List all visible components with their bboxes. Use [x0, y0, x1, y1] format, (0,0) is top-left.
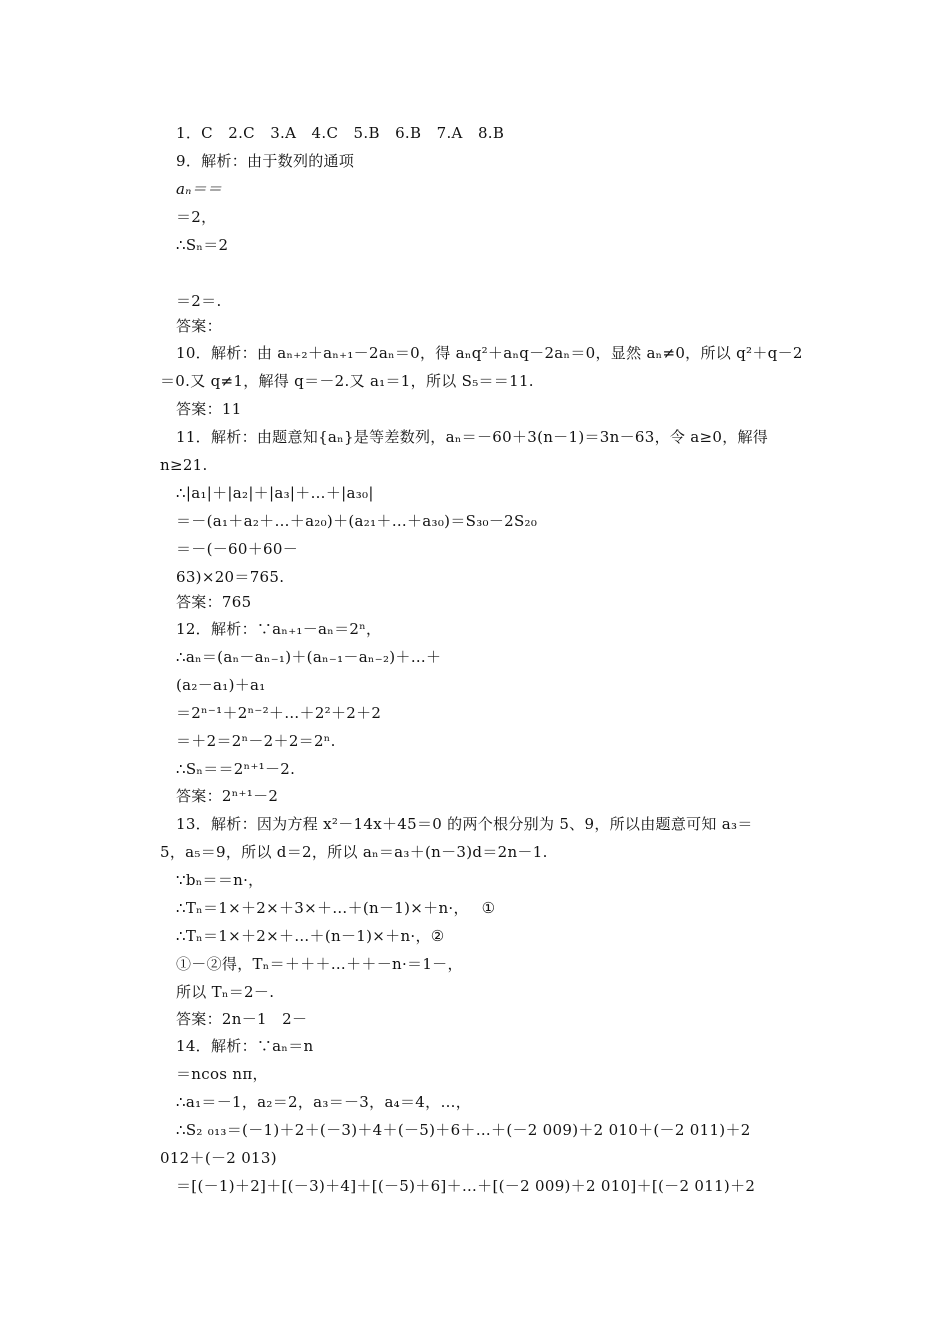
answer-key-line: 1．C 2.C 3.A 4.C 5.B 6.B 7.A 8.B [176, 124, 505, 142]
q11-line: ∴|a₁|＋|a₂|＋|a₃|＋…＋|a₃₀| [176, 484, 374, 502]
q11-answer: 答案：765 [176, 593, 252, 611]
q13-line: ∵bₙ＝＝n·， [176, 871, 264, 889]
q14-line: ＝ncos nπ， [176, 1065, 268, 1083]
q12-line: ＝＋2＝2ⁿ－2＋2＝2ⁿ. [176, 732, 336, 750]
q13-answer: 答案：2n－1 2－ [176, 1010, 308, 1028]
q14-line: ∴S₂ ₀₁₃＝(－1)＋2＋(－3)＋4＋(－5)＋6＋…＋(－2 009)＋2 010＋(－2 011)＋2 [176, 1121, 751, 1139]
q14-line: ＝[(－1)＋2]＋[(－3)＋4]＋[(－5)＋6]＋…＋[(－2 009)＋2 010]＋[(－2 011)＋2 [176, 1177, 756, 1195]
q9-line: ＝2＝. [176, 292, 222, 310]
q13-equation-1: ∴Tₙ＝1×＋2×＋3×＋…＋(n－1)×＋n·， ① [176, 899, 496, 917]
q14-line: 012＋(－2 013) [160, 1149, 277, 1167]
q9-line: aₙ＝＝ [176, 180, 223, 198]
q12-line: ∴aₙ＝(aₙ－aₙ₋₁)＋(aₙ₋₁－aₙ₋₂)＋…＋ [176, 648, 442, 666]
q9-answer: 答案： [176, 317, 222, 335]
q11-heading: 11．解析：由题意知{aₙ}是等差数列，aₙ＝－60＋3(n－1)＝3n－63，令 a≥0，解得 [176, 428, 769, 446]
q13-heading: 13．解析：因为方程 x²－14x＋45＝0 的两个根分别为 5、9，所以由题意可知 a₃＝ [176, 815, 753, 833]
q12-heading: 12．解析：∵aₙ₊₁－aₙ＝2ⁿ， [176, 620, 382, 638]
q10-line: ＝0.又 q≠1，解得 q＝－2.又 a₁＝1，所以 S₅＝＝11. [160, 372, 534, 390]
q14-line: ∴a₁＝－1，a₂＝2，a₃＝－3，a₄＝4，…， [176, 1093, 472, 1111]
q11-line: n≥21. [160, 456, 208, 474]
q11-line: ＝－(－60＋60－ [176, 540, 299, 558]
q9-line: ＝2， [176, 208, 217, 226]
q12-answer: 答案：2ⁿ⁺¹－2 [176, 787, 279, 805]
q11-line: 63)×20＝765. [176, 568, 285, 586]
q12-line: (a₂－a₁)＋a₁ [176, 676, 266, 694]
q9-line: ∴Sₙ＝2 [176, 236, 229, 254]
q12-line: ∴Sₙ＝＝2ⁿ⁺¹－2. [176, 760, 296, 778]
q13-equation-2: ∴Tₙ＝1×＋2×＋…＋(n－1)×＋n·，② [176, 927, 445, 945]
q14-heading: 14．解析：∵aₙ＝n [176, 1037, 314, 1055]
q10-answer: 答案：11 [176, 400, 242, 418]
q11-line: ＝－(a₁＋a₂＋…＋a₂₀)＋(a₂₁＋…＋a₃₀)＝S₃₀－2S₂₀ [176, 512, 538, 530]
q13-line: 所以 Tₙ＝2－. [176, 983, 275, 1001]
q10-heading: 10．解析：由 aₙ₊₂＋aₙ₊₁－2aₙ＝0，得 aₙq²＋aₙq－2aₙ＝0，显然 aₙ≠0，所以 q²＋q－2 [176, 344, 803, 362]
q13-line: 5，a₅＝9，所以 d＝2，所以 aₙ＝a₃＋(n－3)d＝2n－1. [160, 843, 548, 861]
q12-line: ＝2ⁿ⁻¹＋2ⁿ⁻²＋…＋2²＋2＋2 [176, 704, 382, 722]
q9-heading: 9．解析：由于数列的通项 [176, 152, 355, 170]
q13-line: ①－②得，Tₙ＝＋＋＋…＋＋－n·＝1－， [176, 955, 463, 973]
